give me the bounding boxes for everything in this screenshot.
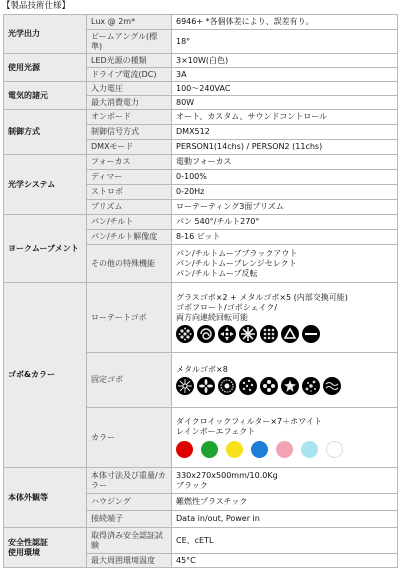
fixed-gobo-images (176, 377, 393, 395)
table-row (4, 468, 398, 494)
value-size-weight (172, 468, 398, 494)
fixed-gobo-dots-icon (239, 377, 257, 395)
rotating-gobo-swirl-icon (197, 325, 215, 343)
category-light-source: 使用光源 (4, 54, 87, 82)
value-dimmer: 0-100% (172, 170, 398, 185)
label-focus: フォーカス (87, 155, 172, 170)
category-optical-system: 光学システム (4, 155, 87, 215)
category-gobo-color: ゴボ&カラー (4, 283, 87, 468)
label-drive-current: ドライブ電流(DC) (87, 68, 172, 82)
special-function-3: パン/チルトムーブ反転 (176, 268, 258, 278)
label-control-signal: 制御信号方式 (87, 125, 172, 140)
spec-table (3, 14, 398, 568)
label-color: カラー (87, 408, 172, 468)
fixed-gobo-flower-icon (260, 377, 278, 395)
label-pan-tilt-resolution: パン/チルト解像度 (87, 230, 172, 245)
value-color (172, 408, 398, 468)
special-function-2: パン/チルトムーブレンジセレクト (176, 258, 297, 268)
rotating-gobo-triangle-icon (281, 325, 299, 343)
value-control-signal: DMX512 (172, 125, 398, 140)
value-safety-cert: CE、cETL (172, 528, 398, 554)
table-row (4, 82, 398, 96)
color-swatch-7 (326, 441, 343, 458)
color-swatch-3 (226, 441, 243, 458)
value-special-functions (172, 245, 398, 283)
color-swatches (176, 441, 393, 458)
rotating-gobo-line-icon (302, 325, 320, 343)
label-terminal: 接続端子 (87, 511, 172, 528)
table-row (4, 155, 398, 170)
label-safety-cert: 取得済み安全認証試験 (87, 528, 172, 554)
fixed-gobo-burst-icon (176, 377, 194, 395)
category-exterior: 本体外観等 (4, 468, 87, 528)
value-beam-angle: 18° (172, 30, 398, 54)
category-safety-line-1: 安全性認証 (8, 537, 48, 547)
category-yoke: ヨークムーブメント (4, 215, 87, 283)
value-pan-tilt: パン 540°/チルト270° (172, 215, 398, 230)
label-strobe: ストロボ (87, 185, 172, 200)
label-rotating-gobo: ローテートゴボ (87, 283, 172, 353)
rotating-gobo-line-3: 両方向連続回転可能 (176, 312, 248, 322)
category-optical-output: 光学出力 (4, 15, 87, 54)
spec-title: 【製品技術仕様】 (2, 1, 71, 11)
rotating-gobo-line-2: ゴボフロート/ゴボシェイク/ (176, 302, 278, 312)
value-strobe: 0-20Hz (172, 185, 398, 200)
table-row (4, 15, 398, 30)
label-size-weight: 本体寸法及び重量/カラー (87, 468, 172, 494)
label-dimmer: ディマー (87, 170, 172, 185)
size-line-1: 330x270x500mm/10.0Kg (176, 470, 278, 480)
color-swatch-1 (176, 441, 193, 458)
label-led-type: LED光源の種類 (87, 54, 172, 68)
color-swatch-5 (276, 441, 293, 458)
special-function-1: パン/チルトムーブブラックアウト (176, 248, 298, 258)
fixed-gobo-sparkle-icon (302, 377, 320, 395)
fixed-gobo-wave-icon (323, 377, 341, 395)
fixed-gobo-ring-icon (218, 377, 236, 395)
value-terminal: Data in/out, Power in (172, 511, 398, 528)
table-row (4, 283, 398, 353)
value-pan-tilt-resolution: 8-16 ビット (172, 230, 398, 245)
value-prism: ローテーティング3面プリズム (172, 200, 398, 215)
label-max-temp: 最大周囲環境温度 (87, 554, 172, 568)
color-swatch-4 (251, 441, 268, 458)
size-line-2: ブラック (176, 480, 208, 490)
label-pan-tilt: パン/チルト (87, 215, 172, 230)
label-special-functions: その他の特殊機能 (87, 245, 172, 283)
rotating-gobo-line-1: グラスゴボ×2 + メタルゴボ×5 (内部交換可能) (176, 292, 348, 302)
label-lux: Lux @ 2m* (87, 15, 172, 30)
value-onboard: オート、カスタム、サウンドコントロール (172, 110, 398, 125)
value-housing: 難燃性プラスチック (172, 494, 398, 511)
label-max-power: 最大消費電力 (87, 96, 172, 110)
table-row (4, 528, 398, 554)
rotating-gobo-dots-icon (176, 325, 194, 343)
rotating-gobo-grid-icon (260, 325, 278, 343)
table-row (4, 215, 398, 230)
label-beam-angle: ビームアングル(標準) (87, 30, 172, 54)
category-safety-line-2: 使用環境 (8, 547, 40, 557)
value-led-type: 3×10W(白色) (172, 54, 398, 68)
category-control: 制御方式 (4, 110, 87, 155)
label-onboard: オンボード (87, 110, 172, 125)
value-focus: 電動フォーカス (172, 155, 398, 170)
value-fixed-gobo (172, 353, 398, 408)
color-swatch-6 (301, 441, 318, 458)
value-drive-current: 3A (172, 68, 398, 82)
color-line-1: ダイクロイックフィルター×7＋ホワイト (176, 417, 322, 426)
fixed-gobo-line: メタルゴボ×8 (176, 365, 228, 374)
table-row (4, 110, 398, 125)
label-fixed-gobo: 固定ゴボ (87, 353, 172, 408)
label-input-voltage: 入力電圧 (87, 82, 172, 96)
table-row (4, 54, 398, 68)
fixed-gobo-petals-icon (197, 377, 215, 395)
rotating-gobo-images (176, 325, 393, 343)
fixed-gobo-splash-icon (281, 377, 299, 395)
label-dmx-mode: DMXモード (87, 140, 172, 155)
value-max-temp: 45°C (172, 554, 398, 568)
value-rotating-gobo (172, 283, 398, 353)
color-swatch-2 (201, 441, 218, 458)
rotating-gobo-triangles-icon (218, 325, 236, 343)
label-prism: プリズム (87, 200, 172, 215)
label-housing: ハウジング (87, 494, 172, 511)
value-lux: 6946+ *各個体差により、誤差有り。 (172, 15, 398, 30)
value-dmx-mode: PERSON1(14chs) / PERSON2 (11chs) (172, 140, 398, 155)
value-input-voltage: 100～240VAC (172, 82, 398, 96)
category-electrical: 電気的諸元 (4, 82, 87, 110)
color-line-2: レインボーエフェクト (176, 427, 256, 436)
rotating-gobo-cross-icon (239, 325, 257, 343)
category-safety (4, 528, 87, 568)
value-max-power: 80W (172, 96, 398, 110)
